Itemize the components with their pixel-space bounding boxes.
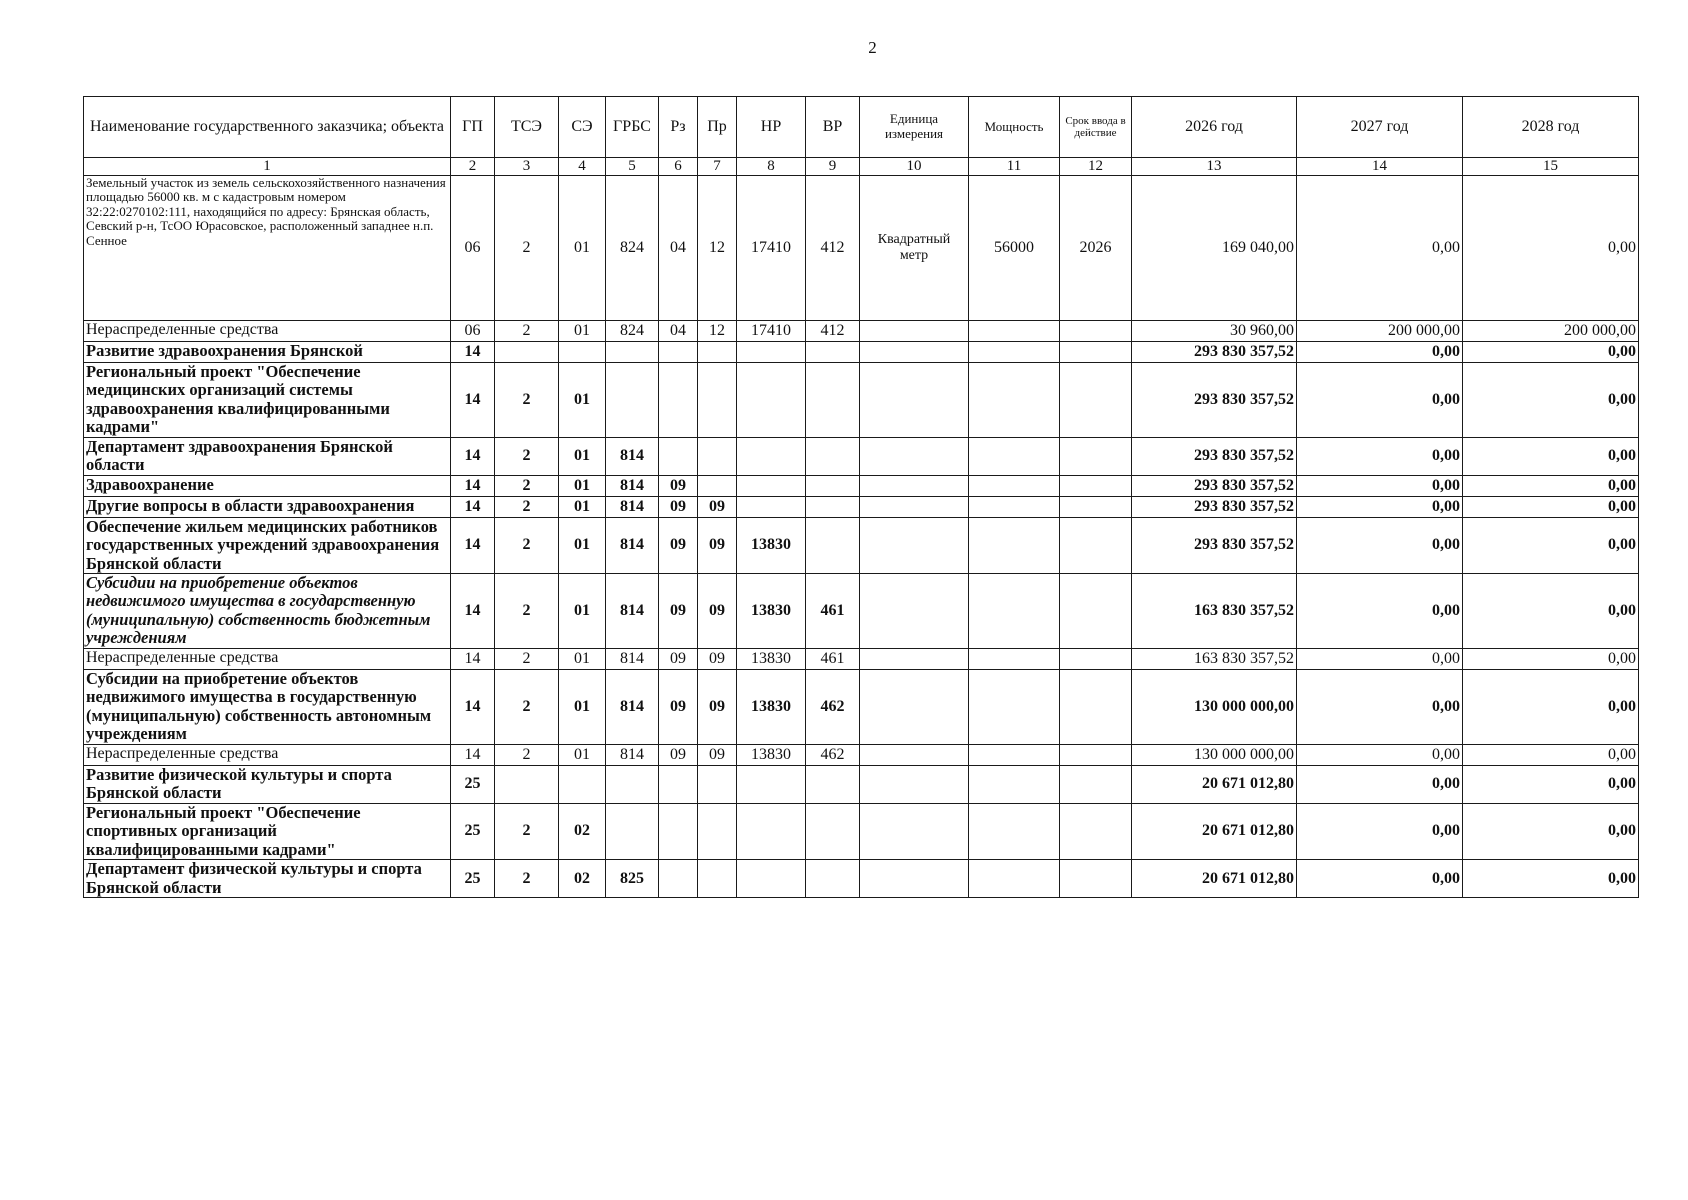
cell-deadline [1060, 517, 1132, 573]
col-number: 8 [737, 158, 806, 176]
cell-grbs: 814 [606, 475, 659, 496]
cell-2026: 169 040,00 [1132, 175, 1297, 320]
cell-se: 01 [559, 496, 606, 517]
cell-tse: 2 [495, 175, 559, 320]
cell-se: 01 [559, 669, 606, 744]
cell-vr [806, 341, 860, 362]
cell-2027: 0,00 [1297, 362, 1463, 437]
header-2027: 2027 год [1297, 97, 1463, 158]
cell-gp: 14 [451, 341, 495, 362]
cell-grbs [606, 765, 659, 803]
cell-deadline [1060, 669, 1132, 744]
cell-2026: 293 830 357,52 [1132, 517, 1297, 573]
cell-nr: 13830 [737, 669, 806, 744]
cell-vr: 412 [806, 320, 860, 341]
cell-pr [698, 341, 737, 362]
column-number-row [84, 158, 1639, 176]
cell-gp: 25 [451, 860, 495, 898]
cell-pr: 09 [698, 496, 737, 517]
cell-grbs: 814 [606, 496, 659, 517]
header-vr: ВР [806, 97, 860, 158]
header-rz: Рз [659, 97, 698, 158]
header-gp: ГП [451, 97, 495, 158]
cell-rz: 04 [659, 175, 698, 320]
cell-2026: 293 830 357,52 [1132, 341, 1297, 362]
table-row [84, 648, 1639, 669]
cell-rz: 09 [659, 475, 698, 496]
cell-2027: 0,00 [1297, 437, 1463, 475]
cell-unit [860, 765, 969, 803]
cell-2027: 200 000,00 [1297, 320, 1463, 341]
header-2028: 2028 год [1463, 97, 1639, 158]
cell-grbs: 814 [606, 669, 659, 744]
cell-se: 01 [559, 517, 606, 573]
cell-2028: 0,00 [1463, 362, 1639, 437]
cell-2027: 0,00 [1297, 860, 1463, 898]
cell-gp: 14 [451, 744, 495, 765]
cell-2028: 0,00 [1463, 648, 1639, 669]
cell-capacity [969, 517, 1060, 573]
cell-tse: 2 [495, 362, 559, 437]
cell-2026: 30 960,00 [1132, 320, 1297, 341]
cell-unit: Квадратный метр [860, 175, 969, 320]
header-unit: Единица измерения [860, 97, 969, 158]
cell-grbs: 814 [606, 744, 659, 765]
cell-se: 01 [559, 475, 606, 496]
cell-rz: 09 [659, 517, 698, 573]
cell-2026: 20 671 012,80 [1132, 803, 1297, 859]
object-name: Обеспечение жильем медицинских работников государственных учреждений здравоохранения Брянской области [84, 517, 451, 573]
cell-nr [737, 765, 806, 803]
cell-pr [698, 860, 737, 898]
cell-2026: 20 671 012,80 [1132, 860, 1297, 898]
cell-nr [737, 475, 806, 496]
cell-capacity [969, 496, 1060, 517]
cell-rz [659, 437, 698, 475]
object-name: Региональный проект "Обеспечение спортивных организаций квалифицированными кадрами" [84, 803, 451, 859]
cell-2027: 0,00 [1297, 517, 1463, 573]
cell-tse: 2 [495, 860, 559, 898]
cell-2028: 0,00 [1463, 860, 1639, 898]
cell-unit [860, 437, 969, 475]
cell-nr: 13830 [737, 648, 806, 669]
cell-gp: 14 [451, 669, 495, 744]
cell-rz [659, 765, 698, 803]
col-number: 2 [451, 158, 495, 176]
cell-nr [737, 860, 806, 898]
cell-unit [860, 803, 969, 859]
cell-pr: 09 [698, 669, 737, 744]
col-number: 6 [659, 158, 698, 176]
cell-capacity [969, 765, 1060, 803]
object-name: Развитие здравоохранения Брянской [84, 341, 451, 362]
cell-nr: 17410 [737, 175, 806, 320]
cell-nr: 13830 [737, 744, 806, 765]
cell-pr: 09 [698, 648, 737, 669]
cell-vr: 462 [806, 669, 860, 744]
cell-capacity: 56000 [969, 175, 1060, 320]
col-number: 15 [1463, 158, 1639, 176]
cell-vr [806, 803, 860, 859]
cell-nr [737, 803, 806, 859]
cell-2028: 0,00 [1463, 517, 1639, 573]
cell-se: 01 [559, 175, 606, 320]
cell-tse [495, 765, 559, 803]
cell-deadline [1060, 574, 1132, 649]
table-row [84, 341, 1639, 362]
cell-tse: 2 [495, 320, 559, 341]
cell-2026: 130 000 000,00 [1132, 669, 1297, 744]
header-se: СЭ [559, 97, 606, 158]
cell-capacity [969, 362, 1060, 437]
cell-tse: 2 [495, 574, 559, 649]
cell-2026: 130 000 000,00 [1132, 744, 1297, 765]
cell-tse: 2 [495, 475, 559, 496]
col-number: 14 [1297, 158, 1463, 176]
cell-tse: 2 [495, 496, 559, 517]
table-row [84, 320, 1639, 341]
cell-se: 01 [559, 648, 606, 669]
cell-rz: 09 [659, 648, 698, 669]
cell-vr [806, 517, 860, 573]
col-number: 12 [1060, 158, 1132, 176]
cell-unit [860, 320, 969, 341]
cell-grbs: 814 [606, 437, 659, 475]
col-number: 13 [1132, 158, 1297, 176]
cell-vr [806, 860, 860, 898]
cell-deadline [1060, 320, 1132, 341]
col-number: 10 [860, 158, 969, 176]
cell-vr: 462 [806, 744, 860, 765]
cell-gp: 25 [451, 765, 495, 803]
cell-gp: 14 [451, 574, 495, 649]
cell-rz: 09 [659, 744, 698, 765]
cell-pr [698, 765, 737, 803]
cell-2026: 293 830 357,52 [1132, 437, 1297, 475]
cell-rz [659, 860, 698, 898]
cell-gp: 14 [451, 648, 495, 669]
cell-se: 02 [559, 860, 606, 898]
cell-tse: 2 [495, 803, 559, 859]
cell-capacity [969, 341, 1060, 362]
cell-gp: 06 [451, 320, 495, 341]
cell-deadline [1060, 362, 1132, 437]
cell-pr: 09 [698, 574, 737, 649]
table-row [84, 744, 1639, 765]
cell-unit [860, 341, 969, 362]
cell-se: 01 [559, 320, 606, 341]
cell-grbs: 814 [606, 648, 659, 669]
cell-unit [860, 517, 969, 573]
cell-capacity [969, 574, 1060, 649]
cell-2026: 293 830 357,52 [1132, 362, 1297, 437]
cell-nr [737, 437, 806, 475]
cell-2027: 0,00 [1297, 475, 1463, 496]
table-row [84, 574, 1639, 649]
cell-gp: 25 [451, 803, 495, 859]
cell-vr [806, 765, 860, 803]
table-row [84, 437, 1639, 475]
col-number: 5 [606, 158, 659, 176]
object-name: Нераспределенные средства [84, 744, 451, 765]
cell-nr: 13830 [737, 574, 806, 649]
cell-pr [698, 437, 737, 475]
cell-capacity [969, 475, 1060, 496]
object-name: Департамент физической культуры и спорта Брянской области [84, 860, 451, 898]
cell-capacity [969, 744, 1060, 765]
object-name: Развитие физической культуры и спорта Брянской области [84, 765, 451, 803]
table-row [84, 765, 1639, 803]
cell-unit [860, 362, 969, 437]
cell-pr [698, 362, 737, 437]
cell-gp: 14 [451, 496, 495, 517]
cell-capacity [969, 320, 1060, 341]
cell-unit [860, 669, 969, 744]
cell-pr: 09 [698, 517, 737, 573]
cell-2028: 0,00 [1463, 437, 1639, 475]
cell-pr [698, 475, 737, 496]
cell-nr: 13830 [737, 517, 806, 573]
cell-deadline: 2026 [1060, 175, 1132, 320]
col-number: 1 [84, 158, 451, 176]
cell-rz: 09 [659, 669, 698, 744]
cell-nr [737, 496, 806, 517]
col-number: 7 [698, 158, 737, 176]
cell-gp: 14 [451, 362, 495, 437]
cell-deadline [1060, 475, 1132, 496]
cell-2028: 0,00 [1463, 803, 1639, 859]
cell-vr [806, 475, 860, 496]
cell-se [559, 765, 606, 803]
cell-rz: 04 [659, 320, 698, 341]
header-deadline: Срок ввода в действие [1060, 97, 1132, 158]
header-2026: 2026 год [1132, 97, 1297, 158]
cell-vr: 461 [806, 574, 860, 649]
cell-deadline [1060, 744, 1132, 765]
cell-unit [860, 648, 969, 669]
cell-2028: 0,00 [1463, 669, 1639, 744]
header-row [84, 97, 1639, 158]
cell-2027: 0,00 [1297, 803, 1463, 859]
cell-2026: 293 830 357,52 [1132, 475, 1297, 496]
cell-unit [860, 574, 969, 649]
cell-unit [860, 496, 969, 517]
cell-rz [659, 362, 698, 437]
cell-gp: 14 [451, 437, 495, 475]
cell-gp: 14 [451, 517, 495, 573]
cell-se: 01 [559, 362, 606, 437]
object-name: Нераспределенные средства [84, 320, 451, 341]
col-number: 3 [495, 158, 559, 176]
cell-2026: 293 830 357,52 [1132, 496, 1297, 517]
cell-2027: 0,00 [1297, 648, 1463, 669]
cell-grbs: 825 [606, 860, 659, 898]
cell-nr [737, 341, 806, 362]
table-row [84, 496, 1639, 517]
object-name: Другие вопросы в области здравоохранения [84, 496, 451, 517]
cell-2027: 0,00 [1297, 765, 1463, 803]
object-name: Региональный проект "Обеспечение медицинских организаций системы здравоохранения квалифицированными кадрами" [84, 362, 451, 437]
cell-vr [806, 437, 860, 475]
col-number: 11 [969, 158, 1060, 176]
cell-se: 01 [559, 744, 606, 765]
cell-2028: 0,00 [1463, 765, 1639, 803]
cell-grbs [606, 803, 659, 859]
cell-2028: 200 000,00 [1463, 320, 1639, 341]
header-grbs: ГРБС [606, 97, 659, 158]
cell-deadline [1060, 803, 1132, 859]
cell-se: 01 [559, 437, 606, 475]
object-name: Субсидии на приобретение объектов недвижимого имущества в государственную (муниципальную) собственность бюджетным учреждениям [84, 574, 451, 649]
cell-unit [860, 860, 969, 898]
cell-capacity [969, 669, 1060, 744]
cell-grbs [606, 341, 659, 362]
cell-grbs: 824 [606, 320, 659, 341]
cell-grbs: 814 [606, 574, 659, 649]
cell-nr: 17410 [737, 320, 806, 341]
col-number: 9 [806, 158, 860, 176]
cell-2028: 0,00 [1463, 496, 1639, 517]
cell-rz: 09 [659, 496, 698, 517]
cell-unit [860, 744, 969, 765]
cell-pr [698, 803, 737, 859]
cell-2027: 0,00 [1297, 744, 1463, 765]
budget-table [83, 96, 1639, 898]
cell-se: 01 [559, 574, 606, 649]
table-row [84, 362, 1639, 437]
page-number: 2 [868, 38, 877, 57]
cell-vr: 461 [806, 648, 860, 669]
object-name: Департамент здравоохранения Брянской области [84, 437, 451, 475]
cell-grbs [606, 362, 659, 437]
cell-2026: 163 830 357,52 [1132, 574, 1297, 649]
cell-tse: 2 [495, 648, 559, 669]
header-nr: НР [737, 97, 806, 158]
cell-2028: 0,00 [1463, 744, 1639, 765]
table-row [84, 803, 1639, 859]
cell-deadline [1060, 341, 1132, 362]
cell-2028: 0,00 [1463, 475, 1639, 496]
cell-gp: 14 [451, 475, 495, 496]
cell-capacity [969, 648, 1060, 669]
cell-unit [860, 475, 969, 496]
cell-se: 02 [559, 803, 606, 859]
cell-2027: 0,00 [1297, 496, 1463, 517]
cell-2028: 0,00 [1463, 341, 1639, 362]
object-name: Субсидии на приобретение объектов недвижимого имущества в государственную (муниципальную) собственность автономным учреждениям [84, 669, 451, 744]
header-name: Наименование государственного заказчика; объекта [84, 97, 451, 158]
cell-se [559, 341, 606, 362]
object-name: Нераспределенные средства [84, 648, 451, 669]
cell-2027: 0,00 [1297, 341, 1463, 362]
cell-capacity [969, 437, 1060, 475]
table-row [84, 517, 1639, 573]
cell-rz [659, 803, 698, 859]
cell-deadline [1060, 860, 1132, 898]
cell-2026: 163 830 357,52 [1132, 648, 1297, 669]
table-row [84, 669, 1639, 744]
cell-2028: 0,00 [1463, 175, 1639, 320]
table-row [84, 475, 1639, 496]
cell-tse: 2 [495, 669, 559, 744]
cell-gp: 06 [451, 175, 495, 320]
cell-pr: 12 [698, 320, 737, 341]
cell-pr: 09 [698, 744, 737, 765]
cell-2026: 20 671 012,80 [1132, 765, 1297, 803]
cell-capacity [969, 860, 1060, 898]
cell-grbs: 814 [606, 517, 659, 573]
cell-2027: 0,00 [1297, 669, 1463, 744]
cell-tse [495, 341, 559, 362]
cell-deadline [1060, 765, 1132, 803]
cell-vr: 412 [806, 175, 860, 320]
cell-vr [806, 362, 860, 437]
header-capacity: Мощность [969, 97, 1060, 158]
cell-deadline [1060, 496, 1132, 517]
cell-2027: 0,00 [1297, 574, 1463, 649]
cell-deadline [1060, 648, 1132, 669]
cell-vr [806, 496, 860, 517]
cell-capacity [969, 803, 1060, 859]
cell-pr: 12 [698, 175, 737, 320]
header-tse: ТСЭ [495, 97, 559, 158]
header-pr: Пр [698, 97, 737, 158]
cell-tse: 2 [495, 437, 559, 475]
table-row [84, 860, 1639, 898]
cell-2027: 0,00 [1297, 175, 1463, 320]
cell-tse: 2 [495, 744, 559, 765]
object-name: Земельный участок из земель сельскохозяйственного назначения площадью 56000 кв. м с кадастровым номером 32:22:0270102:111, находящийся по адресу: Брянская область, Севский р-н, ТсОО Юрасовское, расположенный западнее н.п. Сенное [84, 175, 451, 320]
object-name: Здравоохранение [84, 475, 451, 496]
cell-grbs: 824 [606, 175, 659, 320]
col-number: 4 [559, 158, 606, 176]
cell-rz: 09 [659, 574, 698, 649]
cell-rz [659, 341, 698, 362]
cell-tse: 2 [495, 517, 559, 573]
cell-deadline [1060, 437, 1132, 475]
table-row [84, 175, 1639, 320]
cell-nr [737, 362, 806, 437]
cell-2028: 0,00 [1463, 574, 1639, 649]
